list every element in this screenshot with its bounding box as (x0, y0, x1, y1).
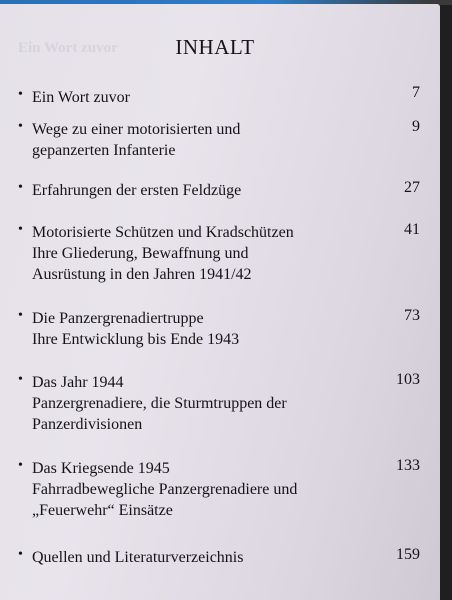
toc-entry-line: Ihre Entwicklung bis Ende 1943 (32, 331, 240, 348)
bullet-icon: • (18, 308, 23, 323)
toc-entry-line: „Feuerwehr“ Einsätze (32, 502, 173, 519)
toc-entry-line: Panzerdivisionen (32, 416, 143, 433)
toc-page-number: 159 (396, 546, 420, 563)
toc-page-number: 73 (404, 307, 420, 324)
toc-page-number: 103 (396, 371, 420, 388)
bullet-icon: • (18, 372, 23, 387)
toc-entry-line: Ausrüstung in den Jahren 1941/42 (32, 266, 252, 283)
toc-entry-line: Erfahrungen der ersten Feldzüge (32, 182, 242, 199)
bullet-icon: • (18, 222, 23, 237)
toc-entry-line: Motorisierte Schützen und Kradschützen (32, 224, 294, 241)
toc-page-number: 9 (412, 118, 420, 135)
toc-page-number: 133 (396, 457, 420, 474)
bullet-icon: • (18, 180, 23, 195)
toc-entry-line: Fahrradbewegliche Panzergrenadiere und (32, 481, 298, 498)
bullet-icon: • (18, 547, 23, 562)
toc-entry-line: Die Panzergrenadiertruppe (32, 310, 204, 327)
toc-page-number: 7 (412, 84, 420, 101)
bullet-icon: • (18, 119, 23, 134)
toc-entry-line: Ihre Gliederung, Bewaffnung und (32, 245, 249, 262)
toc-entry-line: Panzergrenadiere, die Sturmtruppen der (32, 395, 287, 412)
toc-page-number: 27 (404, 179, 420, 196)
toc-entry-line: Ein Wort zuvor (32, 89, 130, 106)
toc-entry-line: gepanzerten Infanterie (32, 142, 176, 159)
bullet-icon: • (18, 458, 23, 473)
page-title: INHALT (175, 35, 255, 59)
toc-entry-line: Quellen und Literaturverzeichnis (32, 549, 244, 566)
bleed-through-text: Ein Wort zuvor (18, 40, 118, 56)
toc-page-number: 41 (404, 221, 420, 238)
book-page (0, 4, 440, 600)
toc-entry-line: Das Kriegsende 1945 (32, 460, 170, 477)
toc-entry-line: Wege zu einer motorisierten und (32, 121, 241, 138)
toc-entry-line: Das Jahr 1944 (32, 374, 124, 391)
bullet-icon: • (18, 87, 23, 102)
